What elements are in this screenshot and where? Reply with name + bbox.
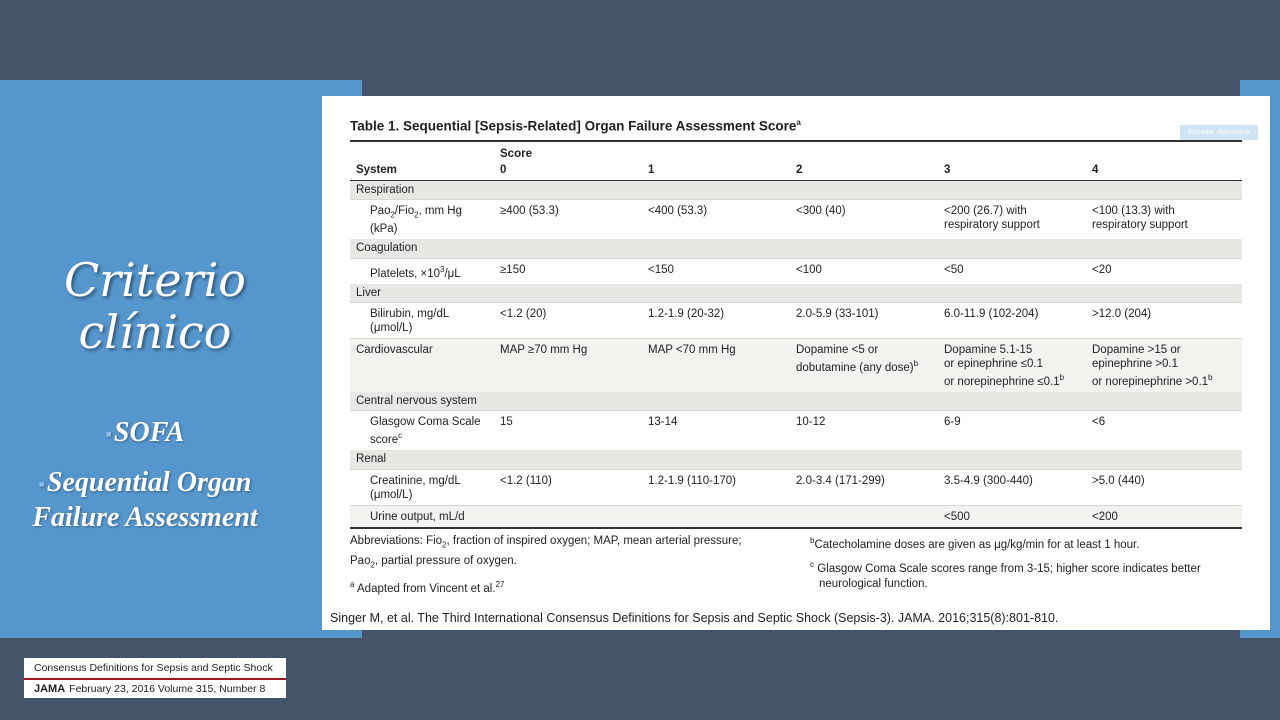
row-label: Pao$_2$/Fio$_2$, mm Hg (kPa) <box>350 200 500 240</box>
table-title: Table 1. Sequential [Sepsis-Related] Organ Failure Assessment Score$^a$ <box>350 118 801 134</box>
category-liver: Liver <box>350 284 1242 303</box>
divider <box>24 678 286 680</box>
header-score-2: 2 <box>796 162 944 181</box>
table-row: Pao$_2$/Fio$_2$, mm Hg (kPa) ≥400 (53.3) <400 (53.3) <300 (40) <200 (26.7) with respiratory support <100 (13.3) with respiratory support <box>350 200 1242 240</box>
sofa-table <box>350 140 1242 529</box>
table-row-cardiovascular: Cardiovascular MAP ≥70 mm Hg MAP <70 mm Hg Dopamine <5 or dobutamine (any dose)$^b$ Dopamine 5.1-15 or epinephrine ≤0.1 or norepinephrine ≤0.1$^b$ Dopamine >15 or epinephrine >0.1 or norepinephrine >0.1$^b$ <box>350 339 1242 392</box>
table-row: Platelets, $\times 10^3/\mu L$ ≥150 <150 <100 <50 <20 <box>350 258 1242 283</box>
row-label: Urine output, mL/d <box>350 505 500 528</box>
footnote-c: $^c$ Glasgow Coma Scale scores range from 3-15; higher score indicates better neurological function. <box>810 559 1201 591</box>
document <box>350 118 1250 601</box>
row-label: Glasgow Coma Scale score$^c$ <box>350 411 500 450</box>
crop-slide-button[interactable]: Recortar diapositiva <box>1180 125 1258 140</box>
category-coagulation: Coagulation <box>350 239 1242 258</box>
jama-article-title: Consensus Definitions for Sepsis and Septic Shock <box>34 662 273 674</box>
bullet-icon: ▪ <box>105 424 112 445</box>
bullet-icon: ▪ <box>38 474 45 495</box>
table-header-row <box>350 162 1242 181</box>
jama-reference-box <box>24 658 286 698</box>
header-score-3: 3 <box>944 162 1092 181</box>
abbreviations-note: Abbreviations: Fio$_2$, fraction of inspired oxygen; MAP, mean arterial pressure; Pao$_2$, partial pressure of oxygen. <box>350 534 742 570</box>
table-image <box>322 96 1270 630</box>
category-renal: Renal <box>350 450 1242 469</box>
table-row: Bilirubin, mg/dL (μmol/L) <1.2 (20) 1.2-1.9 (20-32) 2.0-5.9 (33-101) 6.0-11.9 (102-204) >12.0 (204) <box>350 303 1242 339</box>
footnote-b: $^b$Catecholamine doses are given as μg/kg/min for at least 1 hour. <box>810 535 1140 551</box>
title-line-2: clínico <box>78 305 232 359</box>
jama-logo: JAMA <box>34 683 66 695</box>
title-line-1: Criterio <box>63 253 246 307</box>
jama-issue-line: JAMA February 23, 2016 Volume 315, Number 8 <box>34 683 266 695</box>
row-label: Bilirubin, mg/dL (μmol/L) <box>350 303 500 339</box>
table-header-score <box>350 141 1242 162</box>
header-score-4: 4 <box>1092 162 1242 181</box>
row-label: Cardiovascular <box>350 339 500 392</box>
left-panel <box>0 80 362 638</box>
table-footnotes <box>350 533 1242 601</box>
subtitle-sofa: ▪SOFA <box>105 417 185 448</box>
subtitle-sequential: ▪Sequential Organ Failure Assessment <box>32 467 258 534</box>
category-cns: Central nervous system <box>350 392 1242 411</box>
row-label: Platelets, $\times 10^3/\mu L$ <box>350 258 500 283</box>
header-system: System <box>350 162 500 181</box>
table-row: Creatinine, mg/dL (μmol/L) <1.2 (110) 1.2-1.9 (110-170) 2.0-3.4 (171-299) 3.5-4.9 (300-440) >5.0 (440) <box>350 469 1242 505</box>
footnote-a: $^a$ Adapted from Vincent et al.$^{27}$ <box>350 580 505 596</box>
category-respiration: Respiration <box>350 181 1242 200</box>
citation: Singer M, et al. The Third International Consensus Definitions for Sepsis and Septic Shock (Sepsis-3). JAMA. 2016;315(8):801-810. <box>330 611 1059 625</box>
header-score-1: 1 <box>648 162 796 181</box>
table-row: Urine output, mL/d <500 <200 <box>350 505 1242 528</box>
table-row: Glasgow Coma Scale score$^c$ 15 13-14 10-12 6-9 <6 <box>350 411 1242 450</box>
header-score-0: 0 <box>500 162 648 181</box>
row-label: Creatinine, mg/dL (μmol/L) <box>350 469 500 505</box>
slide-title <box>0 254 310 358</box>
score-label: Score <box>500 148 532 160</box>
